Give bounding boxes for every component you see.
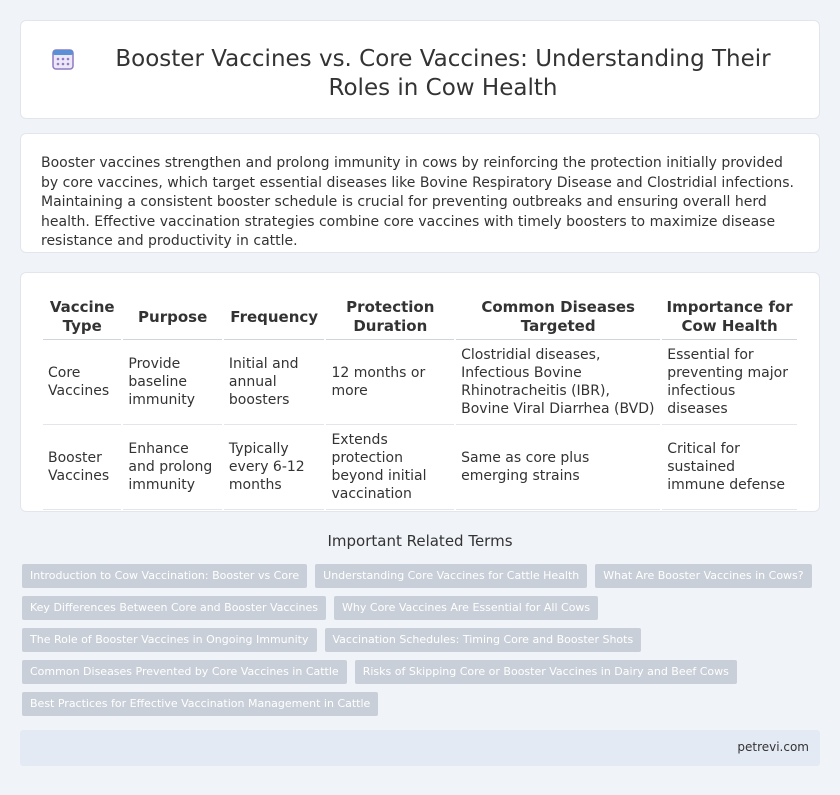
related-term-tag[interactable]: Introduction to Cow Vaccination: Booster vs Core	[22, 564, 307, 588]
footer	[20, 730, 820, 766]
related-term-tag[interactable]: What Are Booster Vaccines in Cows?	[595, 564, 811, 588]
comparison-table	[41, 298, 799, 510]
table-header-cell: Purpose	[123, 298, 222, 340]
table-cell: Booster Vaccines	[43, 425, 121, 510]
table-cell: Provide baseline immunity	[123, 340, 222, 425]
footer-site-link[interactable]: petrevi.com	[737, 740, 809, 754]
table-cell: Enhance and prolong immunity	[123, 425, 222, 510]
related-term-tag[interactable]: Common Diseases Prevented by Core Vaccines in Cattle	[22, 660, 347, 684]
table-cell: Extends protection beyond initial vaccination	[326, 425, 454, 510]
related-term-tag[interactable]: Why Core Vaccines Are Essential for All Cows	[334, 596, 598, 620]
intro-paragraph: Booster vaccines strengthen and prolong immunity in cows by reinforcing the protection initially provided by core vaccines, which target essential diseases like Bovine Respiratory Disease and Clostridial infections. Maintaining a consistent booster schedule is crucial for preventing outbreaks and ensuring overall herd health. Effective vaccination strategies combine core vaccines with timely boosters to maximize disease resistance and productivity in cattle.	[41, 155, 794, 249]
related-term-tag[interactable]: Risks of Skipping Core or Booster Vaccines in Dairy and Beef Cows	[355, 660, 737, 684]
related-terms-heading: Important Related Terms	[327, 532, 513, 550]
table-cell: Critical for sustained immune defense	[662, 425, 797, 510]
table-cell: Same as core plus emerging strains	[456, 425, 660, 510]
table-cell: Initial and annual boosters	[224, 340, 325, 425]
comparison-table-card	[20, 272, 820, 512]
related-term-tag[interactable]: Understanding Core Vaccines for Cattle Health	[315, 564, 587, 588]
related-term-tag[interactable]: Best Practices for Effective Vaccination Management in Cattle	[22, 692, 378, 716]
page-title: Booster Vaccines vs. Core Vaccines: Understanding Their Roles in Cow Health	[115, 46, 771, 101]
table-row	[43, 425, 797, 510]
related-term-tag[interactable]: The Role of Booster Vaccines in Ongoing Immunity	[22, 628, 317, 652]
related-term-tag[interactable]: Vaccination Schedules: Timing Core and Booster Shots	[325, 628, 642, 652]
table-header-cell: Importance for Cow Health	[662, 298, 797, 340]
table-header-cell: Protection Duration	[326, 298, 454, 340]
intro-card	[20, 133, 820, 253]
table-cell: 12 months or more	[326, 340, 454, 425]
table-header-row	[43, 298, 797, 340]
table-header-cell: Common Diseases Targeted	[456, 298, 660, 340]
related-term-tag[interactable]: Key Differences Between Core and Booster Vaccines	[22, 596, 326, 620]
table-row	[43, 340, 797, 425]
related-terms-list	[22, 564, 822, 724]
title-card	[20, 20, 820, 119]
table-header-cell: Frequency	[224, 298, 325, 340]
table-cell: Typically every 6-12 months	[224, 425, 325, 510]
table-cell: Core Vaccines	[43, 340, 121, 425]
table-header-cell: Vaccine Type	[43, 298, 121, 340]
table-cell: Clostridial diseases, Infectious Bovine Rhinotracheitis (IBR), Bovine Viral Diarrhea (BVD)	[456, 340, 660, 425]
table-cell: Essential for preventing major infectious diseases	[662, 340, 797, 425]
